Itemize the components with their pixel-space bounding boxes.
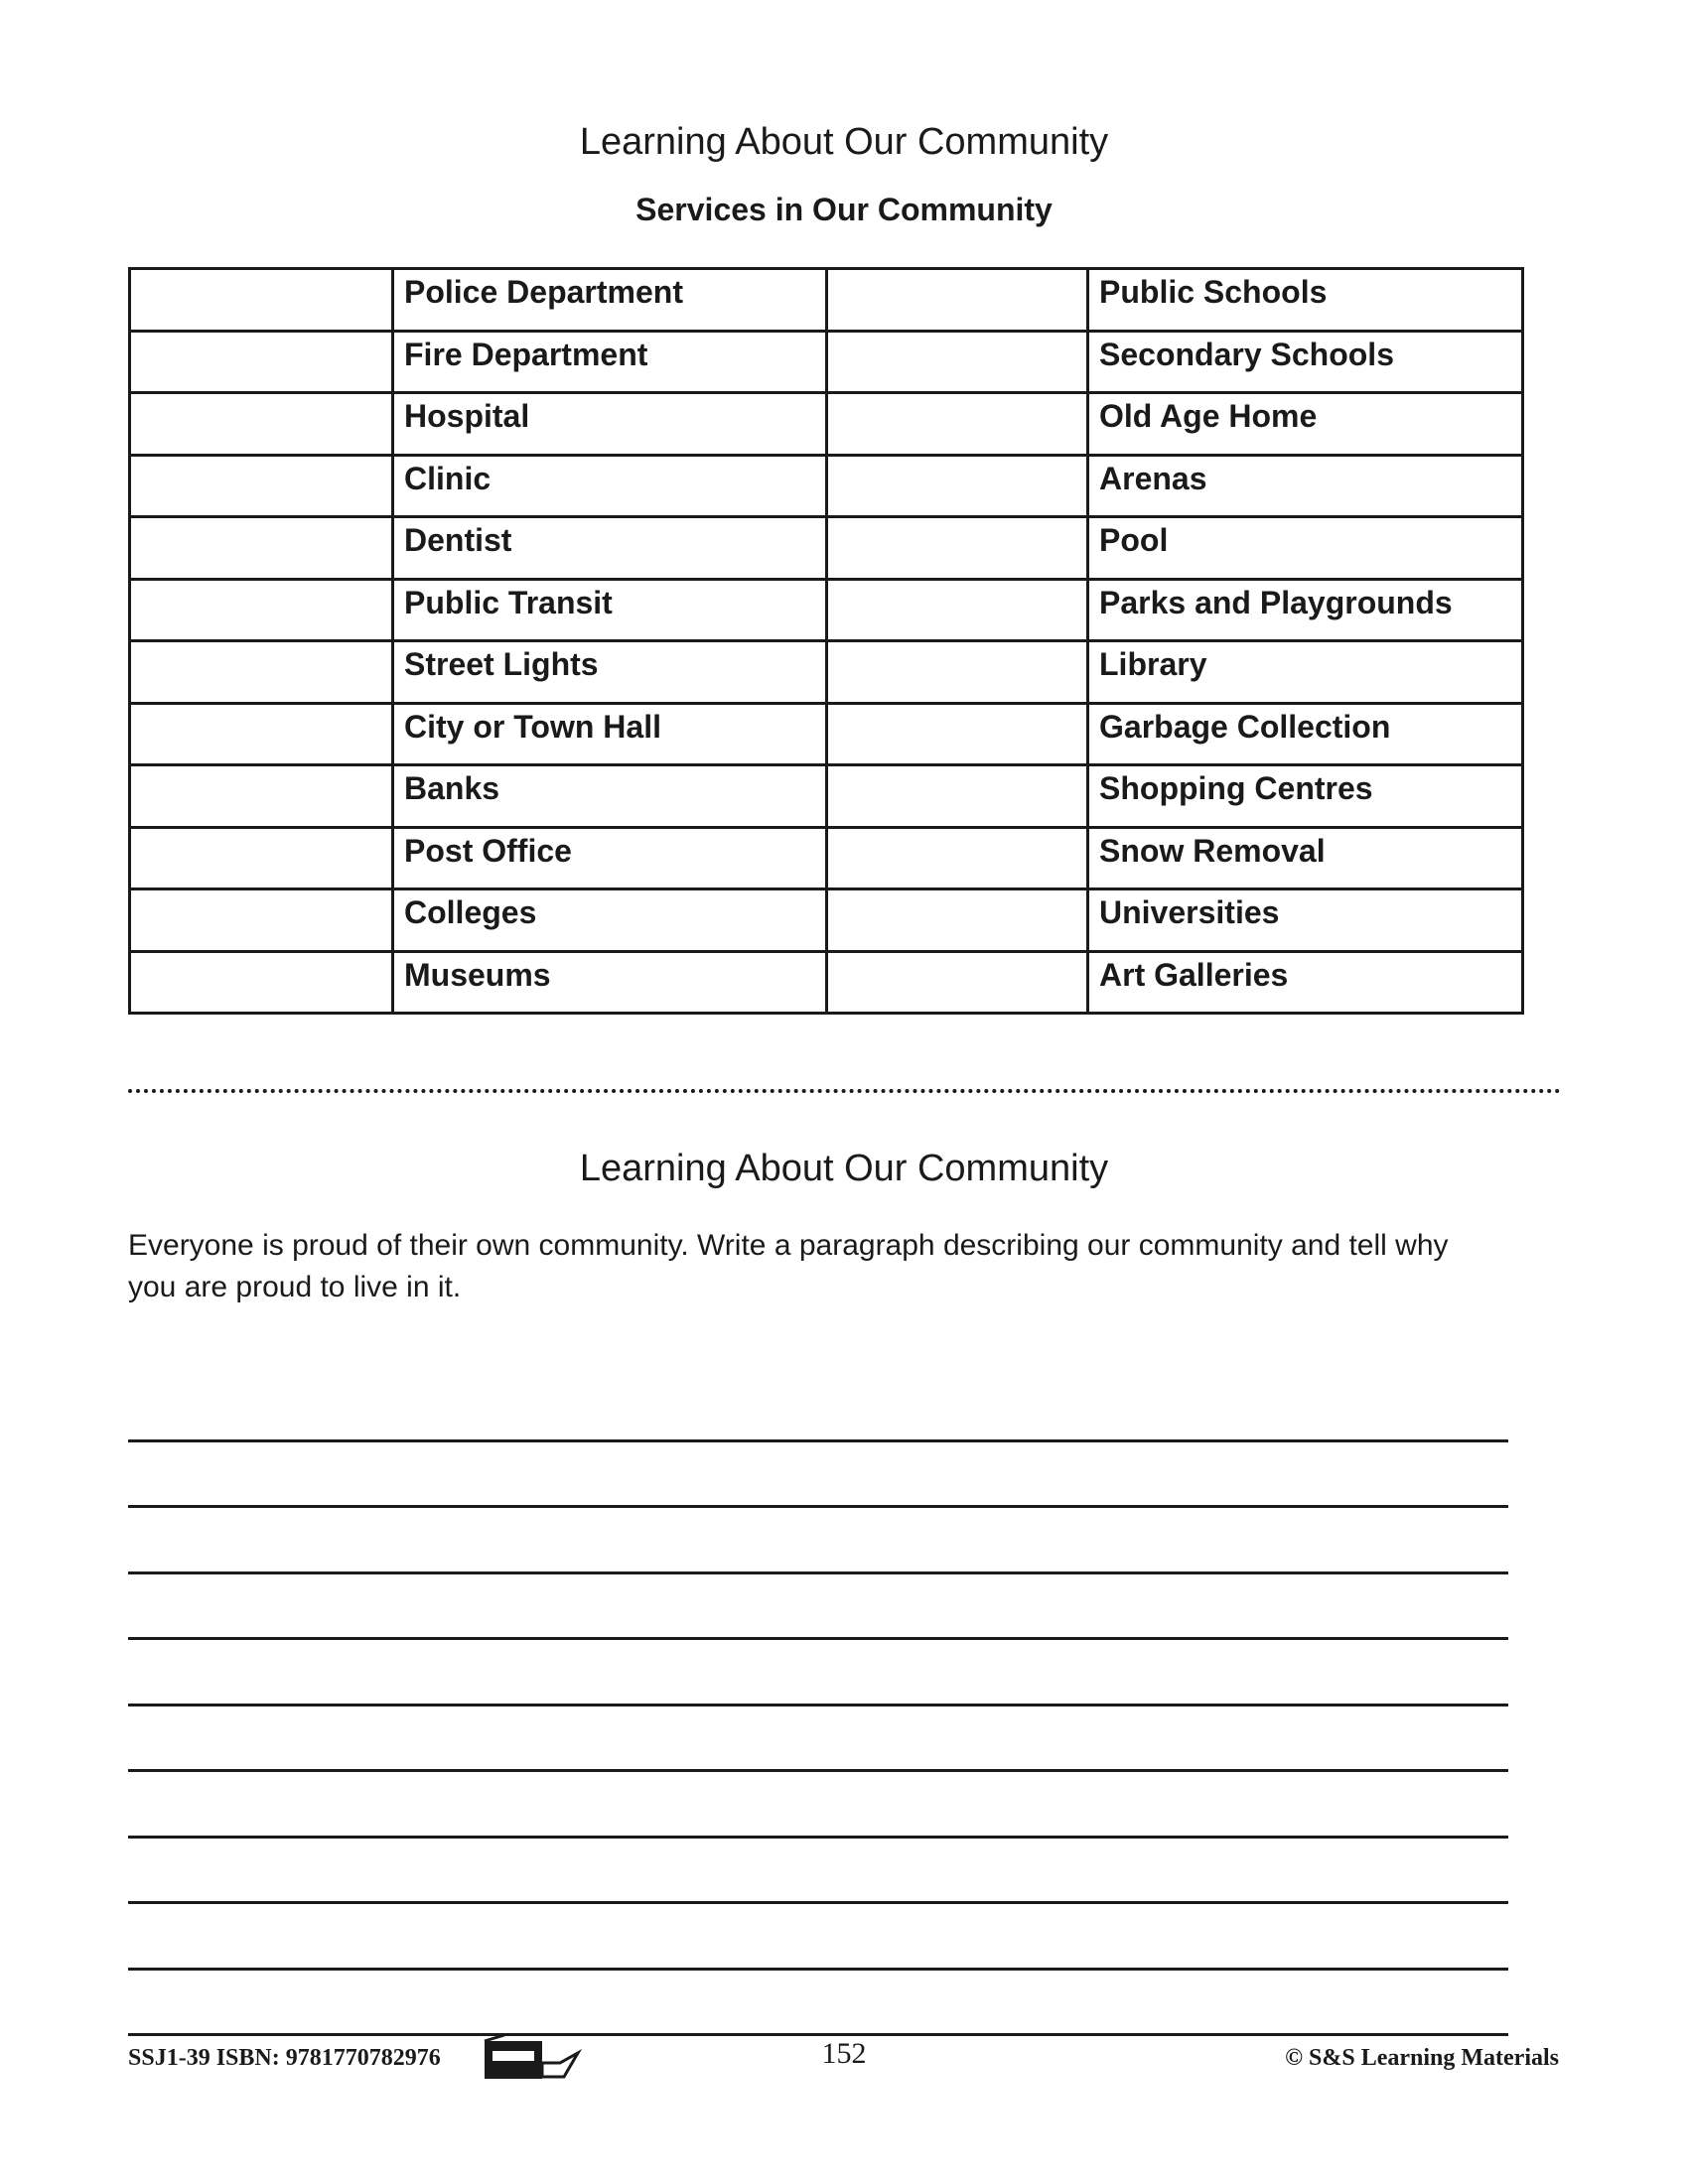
service-label: Arenas — [1088, 455, 1523, 517]
answer-cell[interactable] — [827, 889, 1088, 952]
answer-cell[interactable] — [130, 827, 393, 889]
answer-cell[interactable] — [130, 269, 393, 332]
writing-area — [128, 1376, 1508, 2036]
writing-line[interactable] — [128, 1574, 1508, 1641]
answer-cell[interactable] — [827, 827, 1088, 889]
service-label: Post Office — [393, 827, 827, 889]
service-label: Shopping Centres — [1088, 765, 1523, 828]
service-label: Parks and Playgrounds — [1088, 579, 1523, 641]
service-label: Art Galleries — [1088, 951, 1523, 1014]
footer-copyright: © S&S Learning Materials — [1285, 2045, 1559, 2071]
answer-cell[interactable] — [827, 517, 1088, 580]
writing-line[interactable] — [128, 1442, 1508, 1509]
service-label: Colleges — [393, 889, 827, 952]
service-label: Street Lights — [393, 641, 827, 704]
answer-cell[interactable] — [827, 951, 1088, 1014]
service-label: Public Schools — [1088, 269, 1523, 332]
table-row — [130, 455, 1523, 517]
answer-cell[interactable] — [130, 641, 393, 704]
service-label: Secondary Schools — [1088, 331, 1523, 393]
answer-cell[interactable] — [130, 951, 393, 1014]
service-label: Public Transit — [393, 579, 827, 641]
answer-cell[interactable] — [827, 269, 1088, 332]
service-label: Museums — [393, 951, 827, 1014]
service-label: Pool — [1088, 517, 1523, 580]
service-label: Old Age Home — [1088, 393, 1523, 456]
services-table — [128, 267, 1524, 1015]
answer-cell[interactable] — [130, 331, 393, 393]
table-row — [130, 703, 1523, 765]
answer-cell[interactable] — [130, 765, 393, 828]
writing-line[interactable] — [128, 1706, 1508, 1773]
table-row — [130, 269, 1523, 332]
writing-prompt: Everyone is proud of their own community. Write a paragraph describing our community and tell why you are proud to live in it. — [128, 1229, 1449, 1303]
answer-cell[interactable] — [827, 579, 1088, 641]
answer-cell[interactable] — [827, 455, 1088, 517]
service-label: City or Town Hall — [393, 703, 827, 765]
table-row — [130, 827, 1523, 889]
table-row — [130, 579, 1523, 641]
page-title: Learning About Our Community — [579, 121, 1109, 163]
service-label: Library — [1088, 641, 1523, 704]
table-row — [130, 641, 1523, 704]
writing-line[interactable] — [128, 1508, 1508, 1574]
answer-cell[interactable] — [130, 703, 393, 765]
dotted-cut-line — [128, 1089, 1561, 1093]
answer-cell[interactable] — [130, 517, 393, 580]
table-row — [130, 393, 1523, 456]
answer-cell[interactable] — [827, 703, 1088, 765]
table-row — [130, 765, 1523, 828]
table-row — [130, 517, 1523, 580]
answer-cell[interactable] — [130, 393, 393, 456]
service-label: Universities — [1088, 889, 1523, 952]
service-label: Snow Removal — [1088, 827, 1523, 889]
table-row — [130, 889, 1523, 952]
table-row — [130, 331, 1523, 393]
answer-cell[interactable] — [827, 765, 1088, 828]
service-label: Police Department — [393, 269, 827, 332]
service-label: Clinic — [393, 455, 827, 517]
service-label: Dentist — [393, 517, 827, 580]
table-row — [130, 951, 1523, 1014]
second-title: Learning About Our Community — [579, 1148, 1109, 1189]
answer-cell[interactable] — [827, 393, 1088, 456]
writing-line[interactable] — [128, 1376, 1508, 1442]
writing-line[interactable] — [128, 1904, 1508, 1971]
writing-line[interactable] — [128, 1971, 1508, 2037]
service-label: Garbage Collection — [1088, 703, 1523, 765]
page-number: 152 — [821, 2037, 867, 2070]
answer-cell[interactable] — [130, 455, 393, 517]
section-subtitle: Services in Our Community — [635, 192, 1053, 227]
service-label: Banks — [393, 765, 827, 828]
writing-line[interactable] — [128, 1640, 1508, 1706]
answer-cell[interactable] — [827, 641, 1088, 704]
answer-cell[interactable] — [827, 331, 1088, 393]
writing-line[interactable] — [128, 1772, 1508, 1839]
service-label: Hospital — [393, 393, 827, 456]
writing-line[interactable] — [128, 1839, 1508, 1905]
answer-cell[interactable] — [130, 579, 393, 641]
footer-isbn: SSJ1-39 ISBN: 9781770782976 — [128, 2045, 441, 2071]
answer-cell[interactable] — [130, 889, 393, 952]
service-label: Fire Department — [393, 331, 827, 393]
